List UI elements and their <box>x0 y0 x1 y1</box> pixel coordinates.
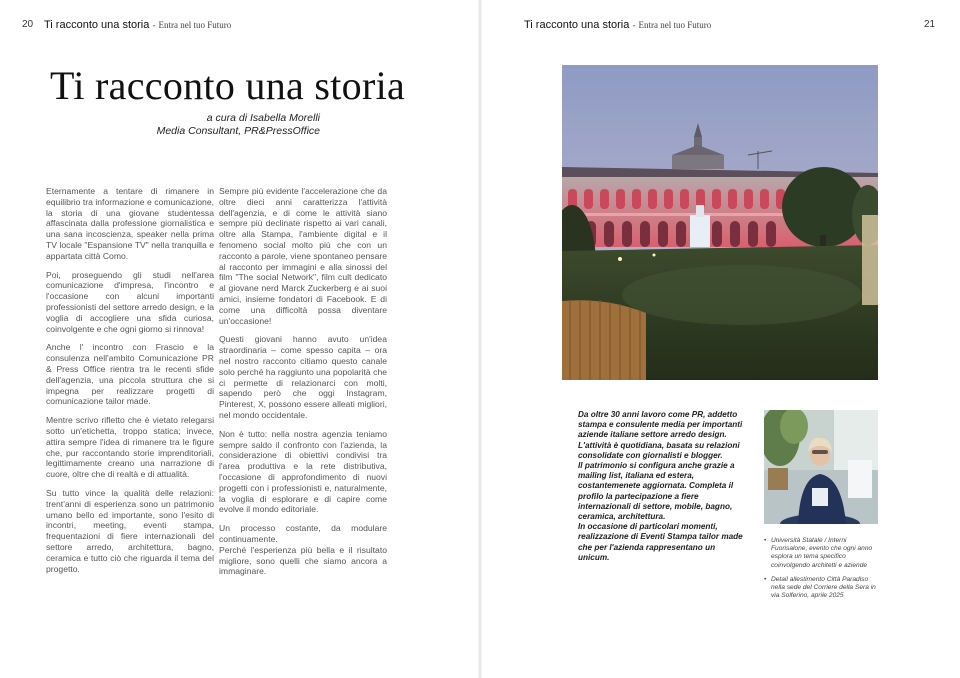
running-head-title: Ti racconto una storia <box>524 19 630 31</box>
byline-author: a cura di Isabella Morelli <box>206 112 320 124</box>
photo-captions <box>764 537 880 606</box>
info-paragraph: L'attività è quotidiana, basata su relazioni consolidate con giornalisti e blogger. <box>578 440 740 460</box>
caption-bullet: • <box>764 575 767 583</box>
text-column-1 <box>46 186 214 582</box>
running-head-title: Ti racconto una storia <box>44 19 150 31</box>
info-paragraph: Il patrimonio si configura anche grazie a mailing list, italiana ed estera, costantemenete aggiornata. Completa il profilo la partecipazione a fiere internazionali di settore, mobile, bagno, ceramica, architettura. <box>578 461 735 522</box>
running-head-right <box>524 19 711 31</box>
byline <box>157 112 320 138</box>
caption-text: Detail allestimento Città Paradiso nella sede del Corriere della Sera in via Solferino, aprile 2025 <box>771 575 876 600</box>
courtyard-photo <box>562 65 878 380</box>
running-head-left <box>44 19 231 31</box>
text-column-2 <box>219 186 387 585</box>
paragraph: Non è tutto: nella nostra agenzia teniamo sempre saldo il confronto con l'azienda, la considerazione di obiettivi condivisi tra l'area produttiva e la rete distributiva, l'occasione di approfondimento di nuovi progetti con i professionisti e, naturalmente, la voglia di esplorare e di capire come evolve il mondo editoriale. <box>219 428 387 515</box>
running-head-separator: - <box>152 20 156 30</box>
paragraph: Poi, proseguendo gli studi nell'area comunicazione d'impresa, l'incontro e l'occasione con alcuni importanti professionisti del settore arredo design, e la voglia di accogliere una sfida curiosa, coinvolgente e che ogni giorno si rinnova! <box>46 269 214 334</box>
running-head-section: Entra nel tuo Futuro <box>158 20 232 30</box>
paragraph: Un processo costante, da modulare continuamente. <box>219 523 387 544</box>
running-head-separator: - <box>632 20 636 30</box>
caption-text: Università Statale / Interni Fuorisalone, evento che ogni anno esplora un tema specifico coinvolgendo architetti e aziende <box>771 537 873 569</box>
info-box <box>578 410 744 563</box>
caption-bullet: • <box>764 537 767 544</box>
page-number-right: 21 <box>924 19 936 30</box>
page-number-left: 20 <box>22 19 34 30</box>
paragraph: Eternamente a tentare di rimanere in equilibrio tra informazione e comunicazione, la storia di una giovane studentessa affascinata dalla professione giornalistica e una sana incoscienza, speaker nella prima TV locale "Espansione TV" nella tranquilla e appartata città Como. <box>46 186 214 261</box>
paragraph: Perché l'esperienza più bella e il risultato migliore, sono quelli che siamo ancora a immaginare. <box>219 544 387 577</box>
info-paragraph: Da oltre 30 anni lavoro come PR, addetto stampa e consulente media per importanti aziende italiane settore arredo design. <box>578 410 743 440</box>
article-title: Ti racconto una storia <box>50 63 406 108</box>
right-page <box>480 0 960 678</box>
byline-role: Media Consultant, PR&PressOffice <box>156 125 320 137</box>
caption-item <box>764 576 880 601</box>
caption-item <box>764 537 880 570</box>
paragraph: Su tutto vince la qualità delle relazioni: trent'anni di esperienza sono un patrimonio umano bello ed importante, sono l'esito di incontri, meeting, eventi stampa, frequentazioni di fiere internazionali del settore arredo, architettura, bagno, ceramica e tutto ciò che riguarda il tema del progetto. <box>46 487 214 574</box>
running-head-section: Entra nel tuo Futuro <box>638 20 712 30</box>
paragraph: Mentre scrivo rifletto che è vietato relegarsi sotto un'etichetta, troppo statica; invece, attira sempre l'idea di rimanere tra le figure che, pur raccontando storie imprenditoriali, legittimamente creano una narrazione di cuore, oltre che di realtà e di attualità. <box>46 415 214 480</box>
paragraph: Questi giovani hanno avuto un'idea straordinaria – come spesso capita – ora nel nostro racconto citiamo questo canale solo perché ha raggiunto una popolarità che ci permette di relazionarci con molti, sapendo però che oggi Instagram, Pinterest, X, possono essere alleati migliori, nel mondo occidentale. <box>219 334 387 420</box>
paragraph: Sempre più evidente l'accelerazione che da oltre dieci anni caratterizza l'attività dell'agenzia, e di come le attività siano sempre più declinate rispetto ai vari canali, oltre alla Stampa, l'ambiente digital e il fenomeno social molto più che con un racconto a parole, viene spontaneo pensare al racconto per immagini e alla sinossi del film "The social Network", film cult dedicato al giovane nerd Marck Zuckerberg e ai suoi amici, insieme fondatori di Facebook. E di come una difficoltà possa diventare un'occasione! <box>219 186 387 326</box>
author-photo <box>764 410 878 524</box>
paragraph: Anche l' incontro con Frascio e la consulenza nell'ambito Comunicazione PR & Press Office rientra tra le recenti sfide dell'agenzia, una piccola struttura che si impegna per realizzare progetti di comunicazione tailor made. <box>46 342 214 407</box>
info-paragraph: In occasione di particolari momenti, realizzazione di Eventi Stampa tailor made che per l'azienda rappresentano un unicum. <box>578 522 743 562</box>
